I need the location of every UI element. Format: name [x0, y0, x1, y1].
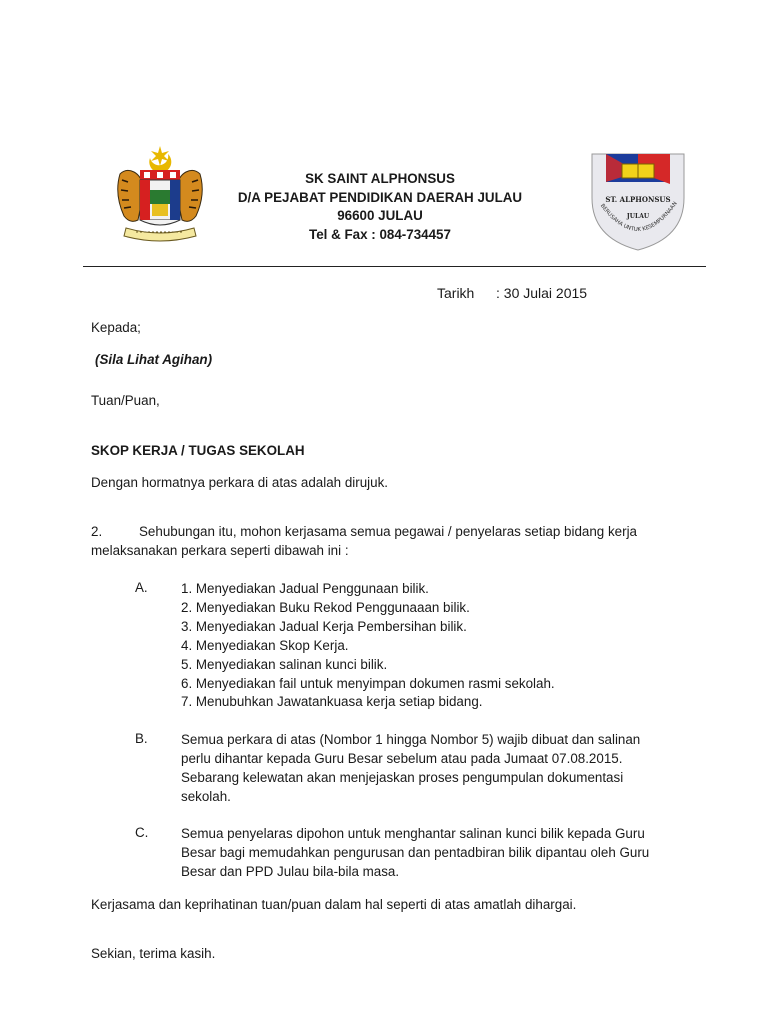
- school-logo: [588, 150, 688, 252]
- list-item: 5. Menyediakan salinan kunci bilik.: [181, 656, 388, 672]
- list-item: 4. Menyediakan Skop Kerja.: [181, 637, 349, 653]
- text-line: sekolah.: [181, 788, 231, 804]
- school-logo-name: ST. ALPHONSUS: [605, 195, 671, 204]
- list-item: 1. Menyediakan Jadual Penggunaan bilik.: [181, 581, 429, 596]
- coat-of-arms-logo: [112, 144, 208, 248]
- school-address: D/A PEJABAT PENDIDIKAN DAERAH JULAU: [237, 189, 523, 205]
- school-logo-place: JULAU: [626, 213, 650, 220]
- list-item: 2. Menyediakan Buku Rekod Penggunaaan bilik.: [181, 599, 470, 615]
- section-a-list: [181, 580, 555, 712]
- text-line: Semua perkara di atas (Nombor 1 hingga Nombor 5) wajib dibuat dan salinan: [181, 732, 641, 747]
- section-b-marker: B.: [135, 731, 148, 746]
- date-value: : 30 Julai 2015: [496, 285, 588, 301]
- recipient-value: (Sila Lihat Agihan): [95, 352, 213, 367]
- section-a-marker: A.: [135, 580, 148, 595]
- paragraph-2-line-1: Sehubungan itu, mohon kerjasama semua pegawai / penyelaras setiap bidang kerja: [139, 524, 638, 539]
- list-item: 3. Menyediakan Jadual Kerja Pembersihan bilik.: [181, 618, 467, 634]
- section-c-text: [181, 825, 649, 882]
- header-divider: [83, 266, 706, 267]
- date-label: Tarikh: [437, 285, 475, 301]
- recipient-label: Kepada;: [91, 320, 141, 335]
- paragraph-1: Dengan hormatnya perkara di atas adalah dirujuk.: [91, 475, 389, 490]
- text-line: perlu dihantar kepada Guru Besar sebelum atau pada Jumaat 07.08.2015.: [181, 750, 623, 766]
- school-name: SK SAINT ALPHONSUS: [305, 171, 455, 186]
- section-c-marker: C.: [135, 825, 149, 840]
- text-line: Semua penyelaras dipohon untuk menghantar salinan kunci bilik kepada Guru: [181, 826, 645, 841]
- subject-heading: SKOP KERJA / TUGAS SEKOLAH: [91, 443, 305, 458]
- paragraph-2-number: 2.: [91, 524, 103, 539]
- paragraph-2-line-2: melaksanakan perkara seperti dibawah ini :: [91, 543, 349, 558]
- text-line: Besar bagi memudahkan pengurusan dan pentadbiran bilik dipantau oleh Guru: [181, 844, 650, 860]
- letterhead: [230, 170, 530, 244]
- text-line: Besar dan PPD Julau bila-bila masa.: [181, 863, 400, 879]
- school-contact: Tel & Fax : 084-734457: [309, 226, 451, 242]
- school-postcode: 96600 JULAU: [337, 208, 423, 223]
- school-logo-motto: BERUSAHA UNTUK KESEMPURNAAN: [598, 200, 679, 234]
- closing-paragraph: Kerjasama dan keprihatinan tuan/puan dalam hal seperti di atas amatlah dihargai.: [91, 897, 577, 912]
- section-b-text: [181, 731, 640, 807]
- text-line: Sebarang kelewatan akan menjejaskan proses pengumpulan dokumentasi: [181, 769, 624, 785]
- list-item: 7. Menubuhkan Jawatankuasa kerja setiap bidang.: [181, 694, 483, 710]
- salutation: Tuan/Puan,: [91, 393, 160, 408]
- closing-thanks: Sekian, terima kasih.: [91, 946, 216, 961]
- list-item: 6. Menyediakan fail untuk menyimpan dokumen rasmi sekolah.: [181, 675, 555, 691]
